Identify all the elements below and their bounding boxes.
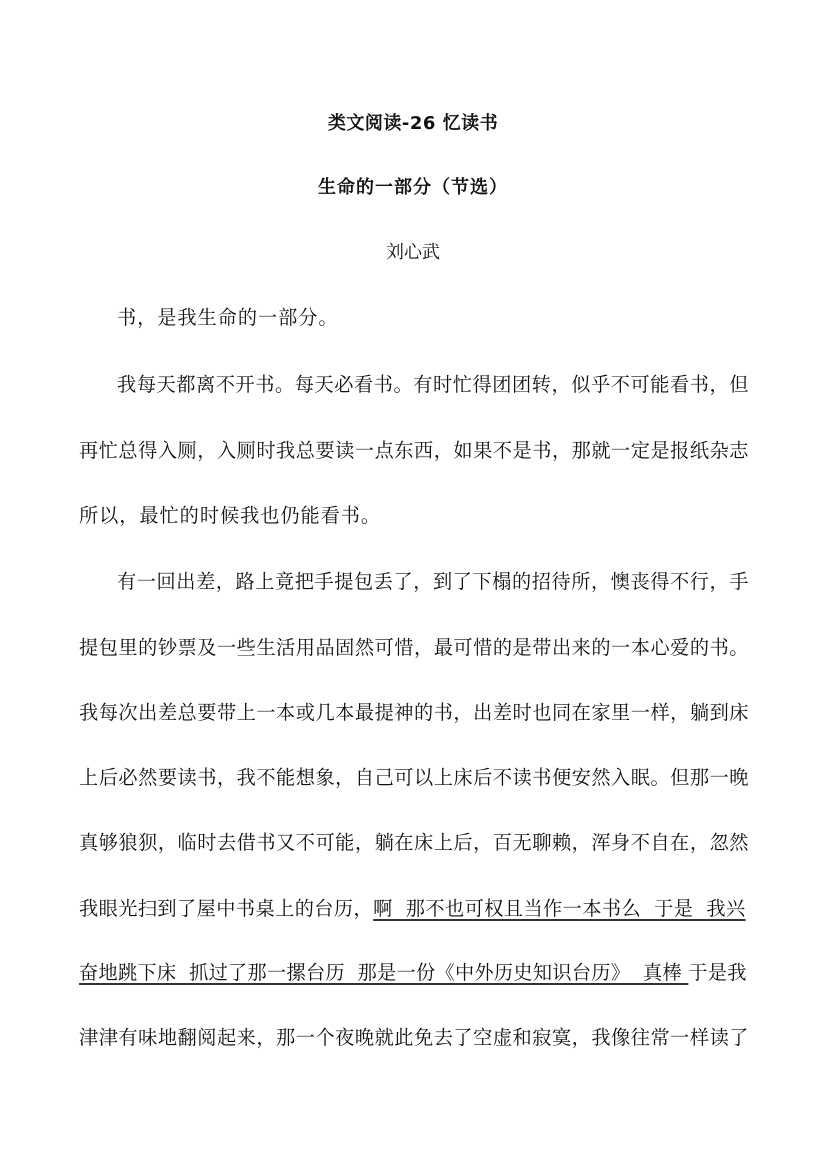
paragraph-line: 再忙总得入厕，入厕时我总要读一点东西，如果不是书，那就一定是报纸杂志 — [79, 439, 749, 462]
document-title: 类文阅读-26 忆读书 — [327, 113, 499, 134]
paragraph-line: 书，是我生命的一部分。 — [117, 306, 339, 329]
underlined-text: 奋地跳下床 抓过了那一摞台历 那是一份《中外历史知识台历》 真棒 — [79, 961, 689, 984]
paragraph-line-underlined — [79, 960, 749, 986]
underlined-text: 啊 那不也可权且当作一本书么 于是 我兴 — [373, 897, 746, 920]
paragraph-line: 真够狼狈，临时去借书又不可能，躺在床上后，百无聊赖，浑身不自在，忽然 — [79, 831, 749, 854]
paragraph-line: 提包里的钞票及一些生活用品固然可惜，最可惜的是带出来的一本心爱的书。 — [79, 636, 749, 659]
paragraph-line: 所以，最忙的时候我也仍能看书。 — [79, 504, 382, 527]
paragraph-line: 津津有味地翻阅起来，那一个夜晚就此免去了空虚和寂寞，我像往常一样读了 — [79, 1026, 749, 1049]
paragraph-line: 我每天都离不开书。每天必看书。有时忙得团团转，似乎不可能看书，但 — [117, 373, 749, 396]
article-title: 生命的一部分（节选） — [318, 177, 508, 198]
paragraph-line-underlined — [79, 896, 749, 922]
paragraph-line: 我每次出差总要带上一本或几本最提神的书，出差时也同在家里一样，躺到床 — [79, 701, 749, 724]
article-author: 刘心武 — [386, 242, 440, 263]
plain-text: 于是我 — [688, 961, 747, 984]
plain-text: 我眼光扫到了屋中书桌上的台历， — [79, 897, 374, 920]
paragraph-line: 上后必然要读书，我不能想象，自己可以上床后不读书便安然入眠。但那一晚 — [79, 766, 749, 789]
paragraph-line: 有一回出差，路上竟把手提包丢了，到了下榻的招待所，懊丧得不行，手 — [117, 570, 749, 593]
